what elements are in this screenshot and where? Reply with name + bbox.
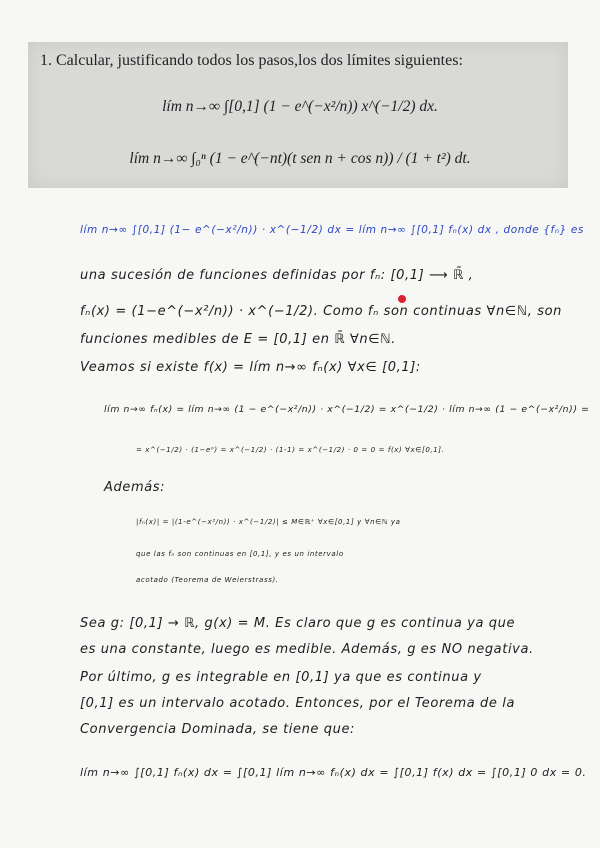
- handwritten-line-15: [0,1] es un intervalo acotado. Entonces, por el Teorema de la: [80, 696, 516, 711]
- handwritten-line-7: = x^(−1/2) · (1−e⁰) = x^(−1/2) · (1-1) = x^(−1/2) · 0 = 0 = f(x) ∀x∈[0,1].: [136, 446, 445, 454]
- problem-text: Calcular, justificando todos los pasos,los dos límites siguientes:: [56, 52, 463, 69]
- handwritten-line-8: Además:: [104, 480, 166, 495]
- handwritten-line-12: Sea g: [0,1] → ℝ, g(x) = M. Es claro que g es continua ya que: [80, 616, 516, 631]
- handwritten-line-1: lím n→∞ ∫[0,1] (1− e^(−x²/n)) · x^(−1/2) dx = lím n→∞ ∫[0,1] fₙ(x) dx , donde {fₙ} es: [80, 224, 584, 236]
- handwritten-line-9: |fₙ(x)| = |(1-e^(−x²/n)) · x^(−1/2)| ≤ M∈ℝ⁺ ∀x∈[0,1] y ∀n∈ℕ ya: [136, 518, 401, 526]
- problem-statement: [40, 52, 560, 70]
- handwritten-line-3: fₙ(x) = (1−e^(−x²/n)) · x^(−1/2). Como fₙ son continuas ∀n∈ℕ, son: [80, 304, 562, 319]
- handwritten-line-13: es una constante, luego es medible. Además, g es NO negativa.: [80, 642, 534, 657]
- handwritten-line-6: lím n→∞ fₙ(x) = lím n→∞ (1 − e^(−x²/n)) · x^(−1/2) = x^(−1/2) · lím n→∞ (1 − e^(−x²/n)) =: [104, 404, 590, 415]
- handwritten-line-11: acotado (Teorema de Weierstrass).: [136, 576, 279, 584]
- problem-number: 1.: [40, 52, 52, 69]
- handwritten-line-4: funciones medibles de E = [0,1] en ℝ̄ ∀n∈ℕ.: [80, 332, 396, 347]
- handwritten-line-16: Convergencia Dominada, se tiene que:: [80, 722, 356, 737]
- handwritten-line-2: una sucesión de funciones definidas por fₙ: [0,1] ⟶ ℝ̄ ,: [80, 268, 474, 283]
- handwritten-line-5: Veamos si existe f(x) = lím n→∞ fₙ(x) ∀x∈ [0,1]:: [80, 360, 421, 375]
- printed-formula-1: lím n→∞ ∫[0,1] (1 − e^(−x²/n)) x^(−1/2) dx.: [162, 98, 438, 115]
- red-mark: [398, 295, 406, 303]
- handwritten-line-17: lím n→∞ ∫[0,1] fₙ(x) dx = ∫[0,1] lím n→∞ fₙ(x) dx = ∫[0,1] f(x) dx = ∫[0,1] 0 dx = 0.: [80, 766, 587, 779]
- handwritten-line-14: Por último, g es integrable en [0,1] ya que es continua y: [80, 670, 482, 685]
- printed-formula-2: lím n→∞ ∫₀ⁿ (1 − e^(−nt)(t sen n + cos n)) / (1 + t²) dt.: [129, 150, 471, 167]
- handwritten-line-10: que las fₙ son continuas en [0,1], y es un intervalo: [136, 550, 344, 558]
